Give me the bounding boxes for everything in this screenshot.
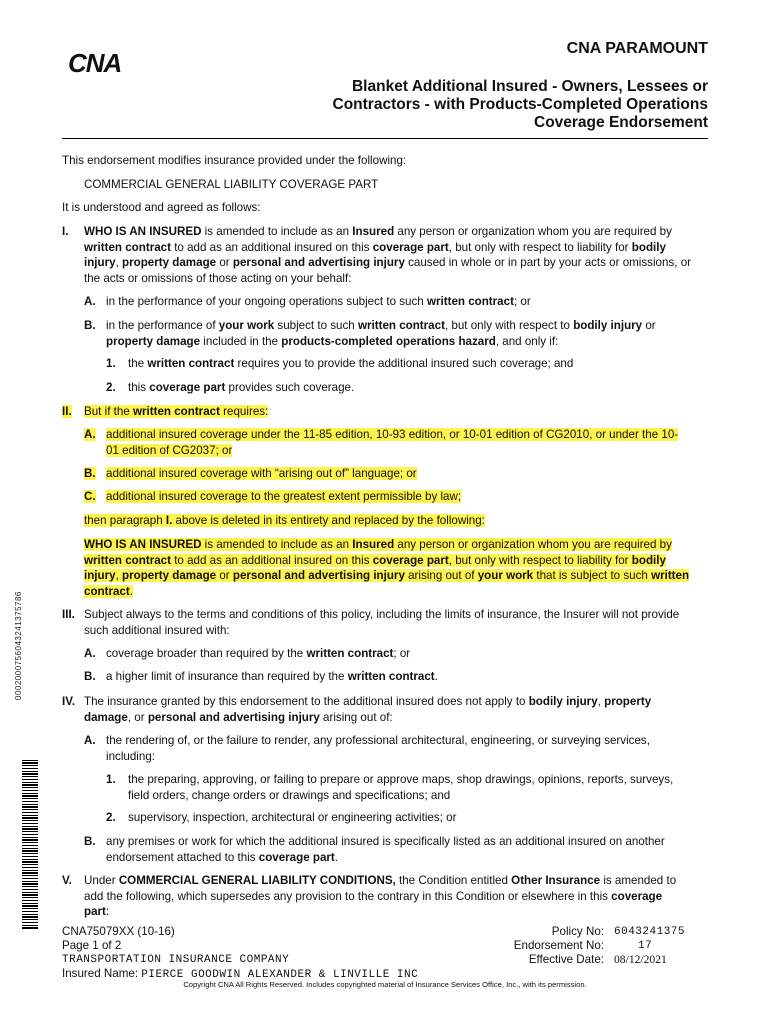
section-ii-b-number: B. bbox=[84, 467, 96, 480]
section-ii-replacement-text: WHO IS AN INSURED is amended to include as an Insured any person or organization whom you are required by written contract to add as an additional insured on this coverage part, but only with respect to liability for bodily injury, property damage or personal and advertising injury arising out of your work that is subject to such written contract. bbox=[84, 538, 690, 598]
section-iii-b-text: a higher limit of insurance than required by the written contract. bbox=[106, 670, 438, 683]
section-ii-a-number: A. bbox=[84, 428, 96, 441]
section-ii-c-number: C. bbox=[84, 490, 96, 503]
section-i-a-number: A. bbox=[84, 295, 96, 308]
section-iii-number: III. bbox=[62, 608, 75, 621]
section-iv-a-2-number: 2. bbox=[106, 811, 116, 824]
section-iv-a-text: the rendering of, or the failure to render, any professional architectural, engineering, or surveying services, including: bbox=[106, 734, 650, 763]
section-i-b-2-number: 2. bbox=[106, 381, 116, 394]
section-iv-b-number: B. bbox=[84, 835, 96, 848]
section-iv-number: IV. bbox=[62, 695, 76, 708]
section-ii-then-text: then paragraph I. above is deleted in its entirety and replaced by the following: bbox=[84, 514, 485, 527]
side-document-code: 0002000756043241375786 bbox=[14, 591, 23, 700]
coverage-part: COMMERCIAL GENERAL LIABILITY COVERAGE PART bbox=[84, 178, 379, 191]
section-v-number: V. bbox=[62, 874, 72, 887]
section-v-text: Under COMMERCIAL GENERAL LIABILITY CONDITIONS, the Condition entitled Other Insurance is amended to add the following, which supersedes any provision to the contrary in this Condition or elsewhere in this coverage part: bbox=[84, 874, 677, 918]
section-i-a-text: in the performance of your ongoing operations subject to such written contract; or bbox=[106, 295, 531, 308]
endorsement-label: Endorsement No: bbox=[513, 939, 604, 952]
section-i-text: WHO IS AN INSURED is amended to include as an Insured any person or organization whom you are required by written contract to add as an additional insured on this coverage part, but only with respect to liability for bodily injury, property damage or personal and advertising injury caused in whole or in part by your acts or omissions, or the acts or omissions of those acting on your behalf: bbox=[84, 225, 691, 285]
cna-logo: CNA bbox=[68, 48, 122, 78]
section-iii-text: Subject always to the terms and conditions of this policy, including the limits of insurance, the Insurer will not provide such additional insured with: bbox=[84, 608, 680, 637]
form-number: CNA75079XX (10-16) bbox=[62, 925, 175, 938]
header-divider bbox=[62, 138, 708, 139]
section-iii-a-number: A. bbox=[84, 647, 96, 660]
section-ii-number: II. bbox=[62, 405, 72, 418]
section-iv-a-1-text: the preparing, approving, or failing to prepare or approve maps, shop drawings, opinions, reports, surveys, field orders, change orders or drawings and specifications; and bbox=[128, 773, 674, 802]
policy-label: Policy No: bbox=[551, 925, 604, 938]
endorsement-title: Blanket Additional Insured - Owners, Lessees or Contractors - with Products-Completed Operations Coverage Endorsement bbox=[332, 78, 708, 131]
section-iv-a-2-text: supervisory, inspection, architectural or engineering activities; or bbox=[128, 811, 457, 824]
endorsement-number: 17 bbox=[638, 940, 653, 952]
section-ii-b-text: additional insured coverage with “arising out of” language; or bbox=[106, 467, 417, 480]
section-iii-b-number: B. bbox=[84, 670, 96, 683]
brand-title: CNA PARAMOUNT bbox=[566, 40, 708, 57]
section-iv-b-text: any premises or work for which the additional insured is specifically listed as an additional insured on another endorsement attached to this coverage part. bbox=[106, 835, 665, 864]
copyright-notice: Copyright CNA All Rights Reserved. Includes copyrighted material of Insurance Services Office, Inc., with its permission. bbox=[183, 980, 587, 989]
section-iv-text: The insurance granted by this endorsement to the additional insured does not apply to bodily injury, property damage, or personal and advertising injury arising out of: bbox=[84, 695, 652, 724]
page-number: Page 1 of 2 bbox=[62, 939, 122, 952]
section-i-b-2-text: this coverage part provides such coverage. bbox=[128, 381, 355, 394]
company-name: TRANSPORTATION INSURANCE COMPANY bbox=[62, 954, 290, 966]
section-iv-a-1-number: 1. bbox=[106, 773, 116, 786]
section-ii-c-text: additional insured coverage to the greatest extent permissible by law; bbox=[106, 490, 462, 503]
policy-number: 6043241375 bbox=[614, 926, 686, 938]
section-i-number: I. bbox=[62, 225, 69, 238]
section-i-b-1-text: the written contract requires you to provide the additional insured such coverage; and bbox=[128, 357, 574, 370]
section-ii-text: But if the written contract requires: bbox=[84, 405, 269, 418]
agreement-line: It is understood and agreed as follows: bbox=[62, 201, 261, 214]
insured-name: Insured Name: PIERCE GOODWIN ALEXANDER & LINVILLE INC bbox=[62, 967, 419, 981]
section-i-b-text: in the performance of your work subject to such written contract, but only with respect to bodily injury or property damage included in the products-completed operations hazard, and only if: bbox=[106, 319, 656, 348]
intro-line: This endorsement modifies insurance provided under the following: bbox=[62, 154, 407, 167]
section-ii-a-text: additional insured coverage under the 11-85 edition, 10-93 edition, or 10-01 edition of CG2010, or under the 10- 01 edition of CG2037; or bbox=[106, 428, 679, 457]
section-iii-a-text: coverage broader than required by the written contract; or bbox=[106, 647, 411, 660]
effective-date: 08/12/2021 bbox=[614, 953, 667, 966]
effective-date-label: Effective Date: bbox=[528, 953, 604, 966]
barcode bbox=[22, 760, 38, 930]
section-iv-a-number: A. bbox=[84, 734, 96, 747]
section-i-b-number: B. bbox=[84, 319, 96, 332]
section-i-b-1-number: 1. bbox=[106, 357, 116, 370]
